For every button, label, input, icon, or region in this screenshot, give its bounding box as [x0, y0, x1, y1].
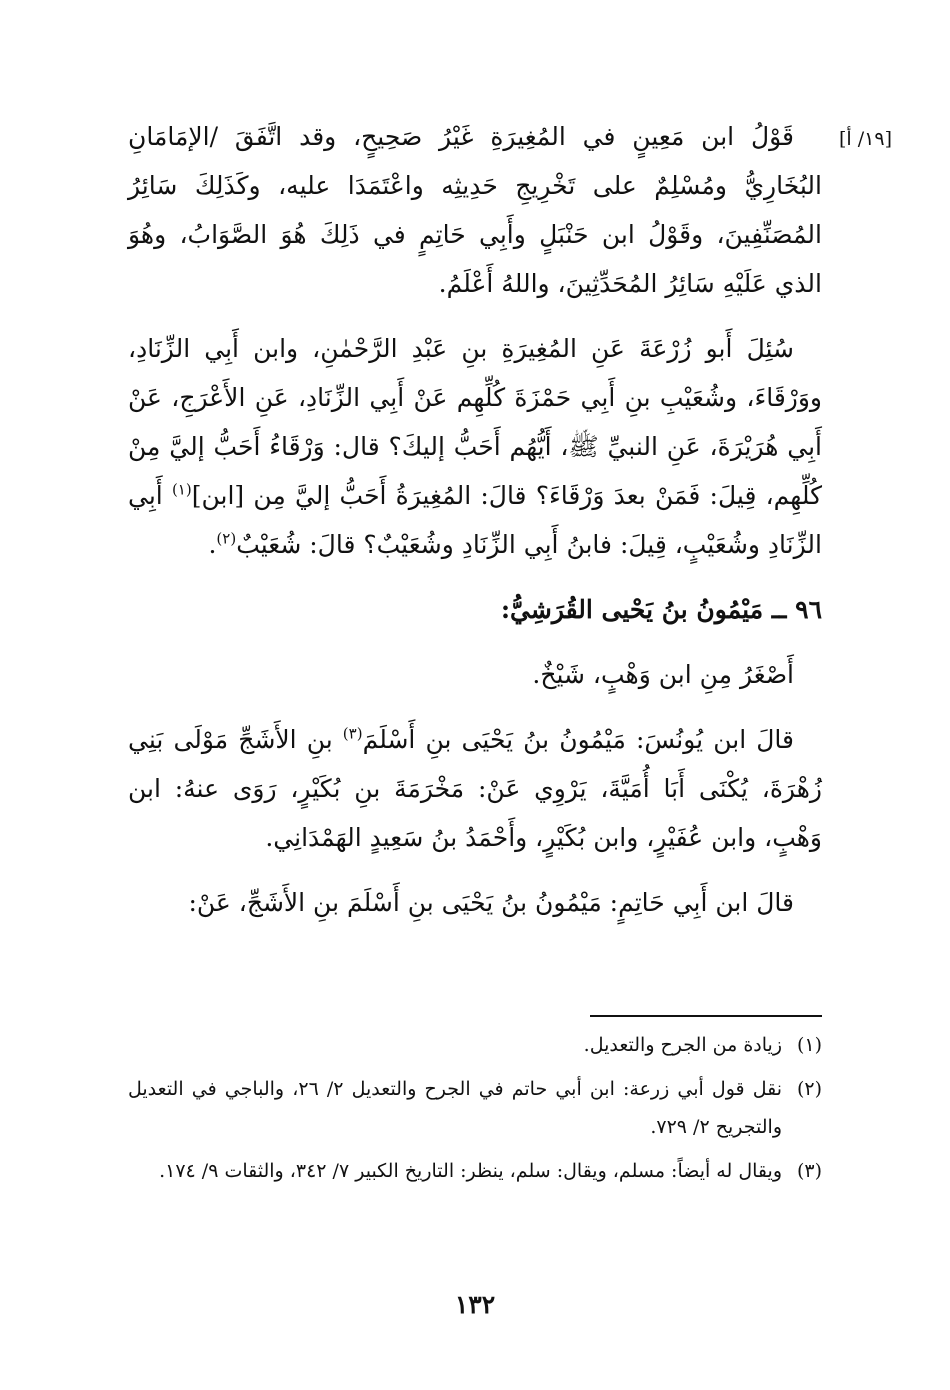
footnote-ref-2[interactable]: (٢): [216, 529, 237, 548]
paragraph-2-part-a: سُئِلَ أَبو زُرْعَةَ عَنِ المُغِيرَةِ بنِ عَبْدِ الرَّحْمٰنِ، وابن أَبِي الزِّنَادِ، ووَرْقَاءَ، وشُعَيْبِ بنِ أَبِي حَمْزَةَ كُلِّهِم عَنْ أَبِي الزِّنَادِ، عَنِ الأَعْرَجِ، عَنْ أَبِي هُرَيْرَةَ، عَنِ النبيِّ ﷺ، أَيُّهُم أَحَبُّ إليكَ؟ قال: وَرْقَاءُ أَحَبُّ إليَّ مِنْ كُلِّهِم، قِيلَ: فَمَنْ بعدَ وَرْقَاءَ؟ قالَ: المُغِيرَةُ أَحَبُّ إليَّ مِن [ابن]: [128, 334, 822, 510]
footnote-number: (١): [796, 1034, 822, 1056]
footnote-number: (٢): [796, 1078, 822, 1100]
ibn-yunus-part-b: بنِ الأَشَجِّ مَوْلَى بَنِي زُهْرَةَ، يُكْنَى أَبَا أُمَيَّةَ، يَرْوِي عَنْ: مَخْرَمَةَ بنِ بُكَيْرٍ، رَوَى عنهُ: ابن وَهْبٍ، وابن عُفَيْرٍ، وابن بُكَيْرٍ، وأَحْمَدُ بنُ سَعِيدٍ الهَمْدَانِي.: [128, 725, 822, 852]
entry-heading: ٩٦ ــ مَيْمُونُ بنُ يَحْيى القُرَشِيُّ:: [500, 595, 822, 624]
paragraph-ibn-abi-hatim: قالَ ابن أَبِي حَاتِمٍ: مَيْمُونُ بنُ يَحْيَى بنِ أَسْلَمَ بنِ الأَشَجِّ، عَنْ:: [188, 888, 794, 917]
paragraph-2: [128, 324, 822, 569]
footnote-2: [128, 1070, 822, 1146]
paragraph-2-part-c: .: [208, 530, 217, 559]
page-number: ١٣٢: [454, 1290, 496, 1319]
footnote-text: زيادة من الجرح والتعديل.: [583, 1034, 782, 1056]
main-text: [128, 112, 822, 943]
footnotes: [128, 1026, 822, 1196]
ibn-yunus-part-a: قالَ ابن يُونُسَ: مَيْمُونُ بنُ يَحْيَى بنِ أَسْلَمَ: [362, 725, 794, 754]
footnote-text: ويقال له أيضاً: مسلم، ويقال: سلم، ينظر: التاريخ الكبير ٧/ ٣٤٢، والثقات ٩/ ١٧٤.: [159, 1160, 782, 1182]
entry-description: أَصْغَرُ مِنِ ابن وَهْبٍ، شَيْخٌ.: [532, 660, 794, 689]
footnote-number: (٣): [796, 1160, 822, 1182]
paragraph-ibn-yunus: [128, 715, 822, 862]
manuscript-folio-reference: [١٩/ أ]: [839, 128, 892, 150]
footnote-separator: [590, 1015, 822, 1017]
paragraph-2-part-b: أَبِي الزِّنَادِ وشُعَيْبٍ، قِيلَ: فابنُ أَبِي الزِّنَادِ وشُعَيْبٌ؟ قالَ: شُعَيْبٌ: [128, 481, 822, 559]
footnote-ref-3[interactable]: (٣): [342, 724, 363, 743]
footnote-3: [128, 1152, 822, 1190]
footnote-text: نقل قول أبي زرعة: ابن أبي حاتم في الجرح والتعديل ٢/ ٢٦، والباجي في التعديل والتجريح ٢/ ٧٢٩.: [128, 1078, 782, 1138]
paragraph-1: قَوْلُ ابن مَعِينٍ في المُغِيرَةِ غَيْرُ صَحِيحٍ، وقد اتَّفَقَ /الإمَامَانِ البُخَارِيُّ ومُسْلِمٌ على تَخْرِيجِ حَدِيثِه واعْتَمَدَا عليه، وكَذَلِكَ سَائِرُ المُصَنِّفِينَ، وقَوْلُ ابن حَنْبَلٍ وأَبِي حَاتِمٍ في ذَلِكَ هُوَ الصَّوَابُ، وهُوَ الذي عَلَيْهِ سَائِرُ المُحَدِّثِينَ، واللهُ أَعْلَمُ.: [128, 122, 822, 298]
footnote-1: [128, 1026, 822, 1064]
footnote-ref-1[interactable]: (١): [171, 480, 192, 499]
